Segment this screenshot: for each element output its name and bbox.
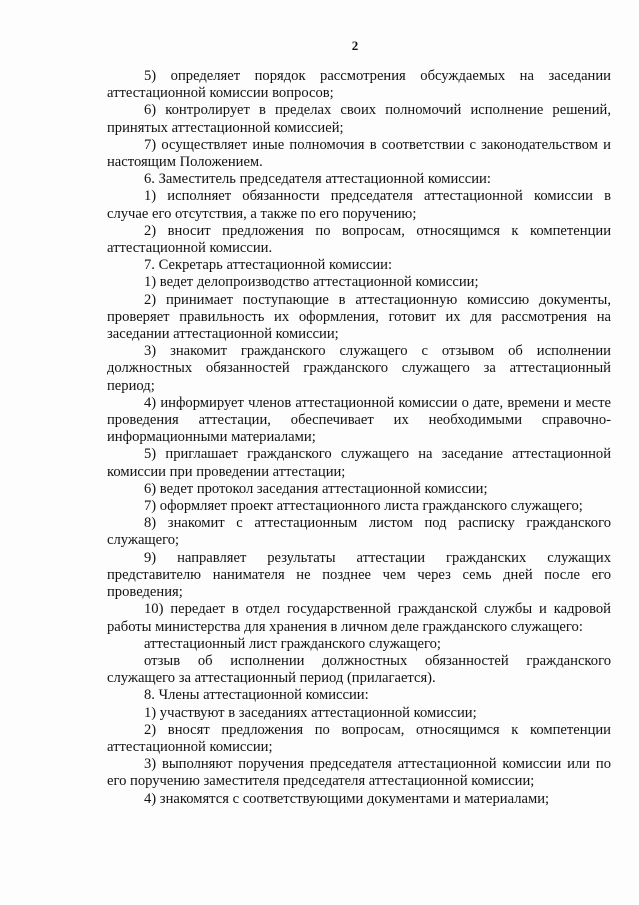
paragraph: 3) знакомит гражданского служащего с отзывом об исполнении должностных обязанностей гражданского служащего за аттестационный период; bbox=[107, 343, 611, 394]
paragraph: 4) знакомятся с соответствующими документами и материалами; bbox=[144, 790, 550, 807]
paragraph: 6) контролирует в пределах своих полномочий исполнение решений, принятых аттестационной комиссией; bbox=[107, 102, 611, 136]
paragraph: 1) участвуют в заседаниях аттестационной комиссии; bbox=[144, 704, 477, 721]
paragraph: отзыв об исполнении должностных обязанностей гражданского служащего за аттестационный период (прилагается). bbox=[107, 652, 611, 687]
paragraph: 5) приглашает гражданского служащего на заседание аттестационной комиссии при проведении аттестации; bbox=[107, 446, 611, 480]
paragraph: 6) ведет протокол заседания аттестационной комиссии; bbox=[144, 480, 488, 497]
page-number: 2 bbox=[351, 38, 359, 53]
section-heading: 6. Заместитель председателя аттестационной комиссии: bbox=[144, 171, 491, 188]
paragraph: 7) оформляет проект аттестационного листа гражданского служащего; bbox=[144, 498, 583, 515]
section-heading: 8. Члены аттестационной комиссии: bbox=[144, 687, 369, 704]
paragraph: 2) вносит предложения по вопросам, относящимся к компетенции аттестационной комиссии. bbox=[107, 222, 611, 257]
paragraph: 10) передает в отдел государственной гражданской службы и кадровой работы министерства для хранения в личном деле гражданского служащего: bbox=[107, 601, 611, 635]
paragraph: 2) вносят предложения по вопросам, относящимся к компетенции аттестационной комиссии; bbox=[107, 721, 611, 755]
document-body bbox=[107, 68, 611, 808]
paragraph: 7) осуществляет иные полномочия в соответствии с законодательством и настоящим Положением. bbox=[107, 136, 611, 171]
paragraph: 2) принимает поступающие в аттестационную комиссию документы, проверяет правильность их оформления, готовит их для рассмотрения на заседании аттестационной комиссии; bbox=[107, 291, 611, 343]
paragraph: 8) знакомит с аттестационным листом под расписку гражданского служащего; bbox=[107, 515, 611, 549]
paragraph: 3) выполняют поручения председателя аттестационной комиссии или по его поручению заместителя председателя аттестационной комиссии; bbox=[107, 756, 611, 790]
paragraph: 5) определяет порядок рассмотрения обсуждаемых на заседании аттестационной комиссии вопросов; bbox=[107, 68, 611, 102]
paragraph: аттестационный лист гражданского служащего; bbox=[144, 635, 441, 652]
section-heading: 7. Секретарь аттестационной комиссии: bbox=[144, 257, 393, 274]
paragraph: 9) направляет результаты аттестации гражданских служащих представителю нанимателя не позднее чем через семь дней после его проведения; bbox=[107, 549, 611, 601]
paragraph: 1) ведет делопроизводство аттестационной комиссии; bbox=[144, 274, 479, 291]
paragraph: 4) информирует членов аттестационной комиссии о дате, времени и месте проведения аттестации, обеспечивает их необходимыми справочно-информационными материалами; bbox=[107, 394, 611, 446]
paragraph: 1) исполняет обязанности председателя аттестационной комиссии в случае его отсутствия, а также по его поручению; bbox=[107, 188, 611, 222]
